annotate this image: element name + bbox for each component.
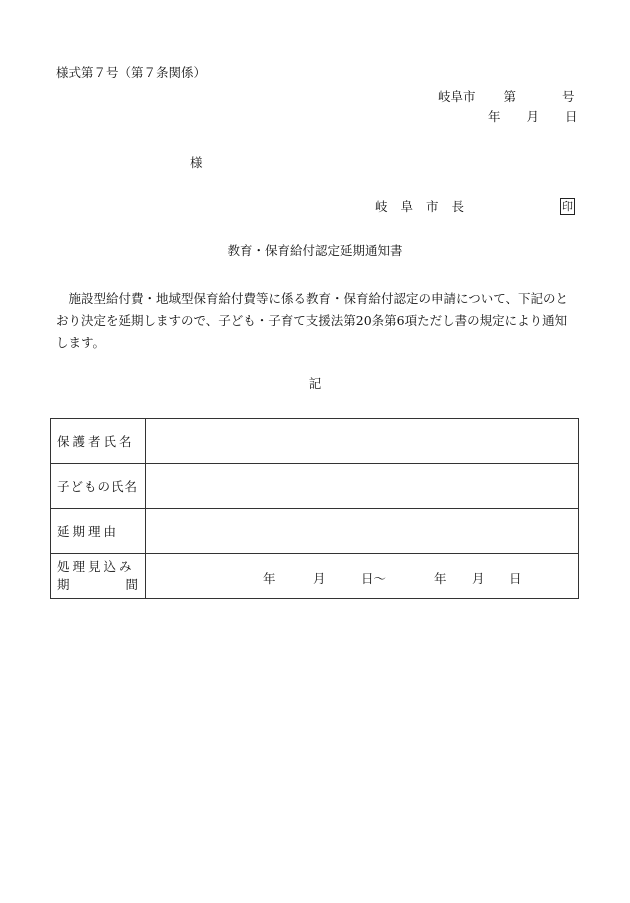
period-start-month: 月 [313, 571, 326, 586]
table-row [51, 464, 579, 509]
issuer-title: 岐阜市長 [375, 199, 478, 214]
table-row [51, 554, 579, 599]
period-end-month: 月 [472, 571, 485, 586]
form-number: 様式第７号（第７条関係） [56, 65, 207, 80]
ki-heading: 記 [308, 376, 322, 391]
period-end-year: 年 [434, 571, 447, 586]
child-name-value [146, 464, 579, 509]
document-date [488, 111, 578, 124]
number-prefix: 第 [503, 89, 517, 104]
info-table [50, 418, 579, 599]
issuer-city: 岐阜市 [438, 89, 476, 104]
period-end-day: 日 [509, 571, 522, 586]
table-row [51, 419, 579, 464]
seal-mark: 印 [562, 200, 573, 213]
date-month: 月 [526, 109, 540, 124]
processing-period-value [146, 554, 579, 599]
period-label-line1: 処理見込み [57, 559, 135, 574]
child-name-label: 子どもの氏名 [51, 464, 146, 509]
period-label-ki: 期 [57, 577, 73, 592]
number-suffix: 号 [562, 89, 575, 104]
table-row [51, 509, 579, 554]
date-day: 日 [565, 109, 578, 124]
postpone-reason-label: 延期理由 [51, 509, 146, 554]
document-number [438, 91, 575, 104]
body-text: 施設型給付費・地域型保育給付費等に係る教育・保育給付認定の申請について、下記のとおり決定を延期しますので、子ども・子育て支援法第20条第6項ただし書の規定により通知します。 [56, 291, 569, 350]
date-year: 年 [488, 109, 501, 124]
document-title: 教育・保育給付認定延期通知書 [227, 243, 403, 258]
postpone-reason-value [146, 509, 579, 554]
period-start-day: 日～ [361, 571, 387, 586]
addressee-honorific: 様 [190, 155, 203, 170]
guardian-name-value [146, 419, 579, 464]
period-label-line2 [57, 576, 145, 594]
guardian-name-label: 保護者氏名 [51, 419, 146, 464]
period-label-kan: 間 [125, 577, 141, 592]
processing-period-label [51, 554, 146, 599]
period-start-year: 年 [263, 571, 276, 586]
